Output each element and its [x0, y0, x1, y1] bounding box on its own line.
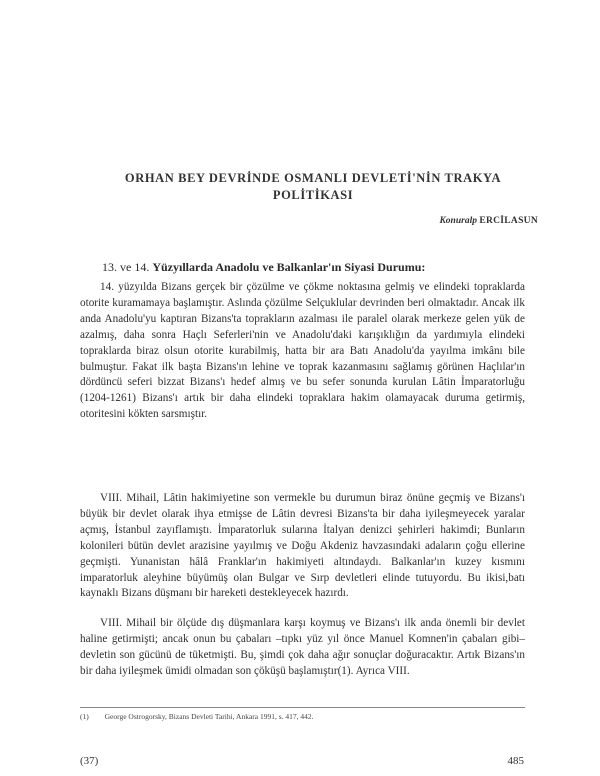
section-heading-title: Yüzyıllarda Anadolu ve Balkanlar'ın Siyasi Durumu: — [152, 260, 426, 274]
article-title — [98, 170, 528, 204]
author-name — [439, 216, 538, 226]
author-given-name: Konuralp — [439, 216, 477, 226]
page-number-right: 485 — [507, 755, 524, 767]
section-heading-prefix: 13. ve 14. — [102, 260, 150, 274]
page-number-left: (37) — [80, 755, 99, 767]
body-paragraph-2: VIII. Mihail, Lâtin hakimiyetine son vermekle bu durumun biraz önüne geçmiş ve Bizans'ı büyük bir devlet olarak ihya etmişse de Lâtin devresi Bizans'ta bir daha iyileşmeyecek yaralar açmış, İstanbul zayıflamıştı. İmparatorluk sularına İtalyan denizci şehirleri hakimdi; Bunların kolonileri bütün devlet arazisine yayılmış ve Doğu Akdeniz havzasındaki adaların çoğu ellerine geçmişti. Yunanistan hâlâ Franklar'ın hakimiyeti altındaydı. Balkanlar'ın kuzey kısmını imparatorluk aleyhine büyümüş olan Bulgar ve Sırp devletleri elinde tutuyordu. Bu ikisi,batı kaynaklı Bizans düşmanı bir hareketi destekleyecek hazırdı. — [80, 492, 525, 600]
footnote-number: (1) — [80, 712, 89, 721]
article-title-line-2: POLİTİKASI — [272, 188, 354, 202]
author-surname: ERCİLASUN — [479, 216, 538, 226]
body-paragraph-1: 14. yüzyılda Bizans gerçek bir çözülme ve çökme noktasına gelmiş ve elindeki topraklarda otorite kuramamaya başlamıştır. Aslında çözülme Selçuklular devrinden beri olmaktadır. Ancak ilk anda Anadolu'yu kaptıran Bizans'ta toprakların azalması ile paralel olarak merkeze gelen yük de azalmış, daha sonra Haçlı Seferleri'nin ve Anadolu'daki karışıklığın da yardımıyla elindeki topraklarda biraz olsun otorite kurabilmiş, hatta bir ara Batı Anadolu'da yayılma imkânı bile bulmuştur. Fakat ilk başta Bizans'ın lehine ve toprak kazanmasını sağlamış görünen Haçlılar'ın dördüncü seferi bizzat Bizans'ı hedef almış ve bu sefer sonunda kurulan Lâtin İmparatorluğu (1204-1261) Bizans'ı artık bir daha elindeki topraklara hakim olamayacak duruma getirmiş, otoritesini kökten sarsmıştır. — [80, 281, 525, 421]
article-title-line-1: ORHAN BEY DEVRİNDE OSMANLI DEVLETİ'NİN TRAKYA — [124, 171, 502, 185]
section-heading — [102, 260, 425, 275]
footnote-divider — [80, 707, 525, 708]
footnote — [80, 712, 525, 721]
footnote-text: George Ostrogorsky, Bizans Devleti Tarihi, Ankara 1991, s. 417, 442. — [104, 712, 314, 721]
body-paragraph-3: VIII. Mihail bir ölçüde dış düşmanlara karşı koymuş ve Bizans'ı ilk anda önemli bir devlet haline getirmişti; ancak onun bu çabaları –tıpkı yüz yıl önce Manuel Komnen'in çabaları gibi– devletin son gücünü de tüketmişti. Bu, şimdi çok daha ağır sonuçlar doğuracaktır. Artık Bizans'ın bir daha iyileşmek ümidi olmadan son çöküşü başlamıştır(1). Ayrıca VIII. — [80, 617, 525, 677]
